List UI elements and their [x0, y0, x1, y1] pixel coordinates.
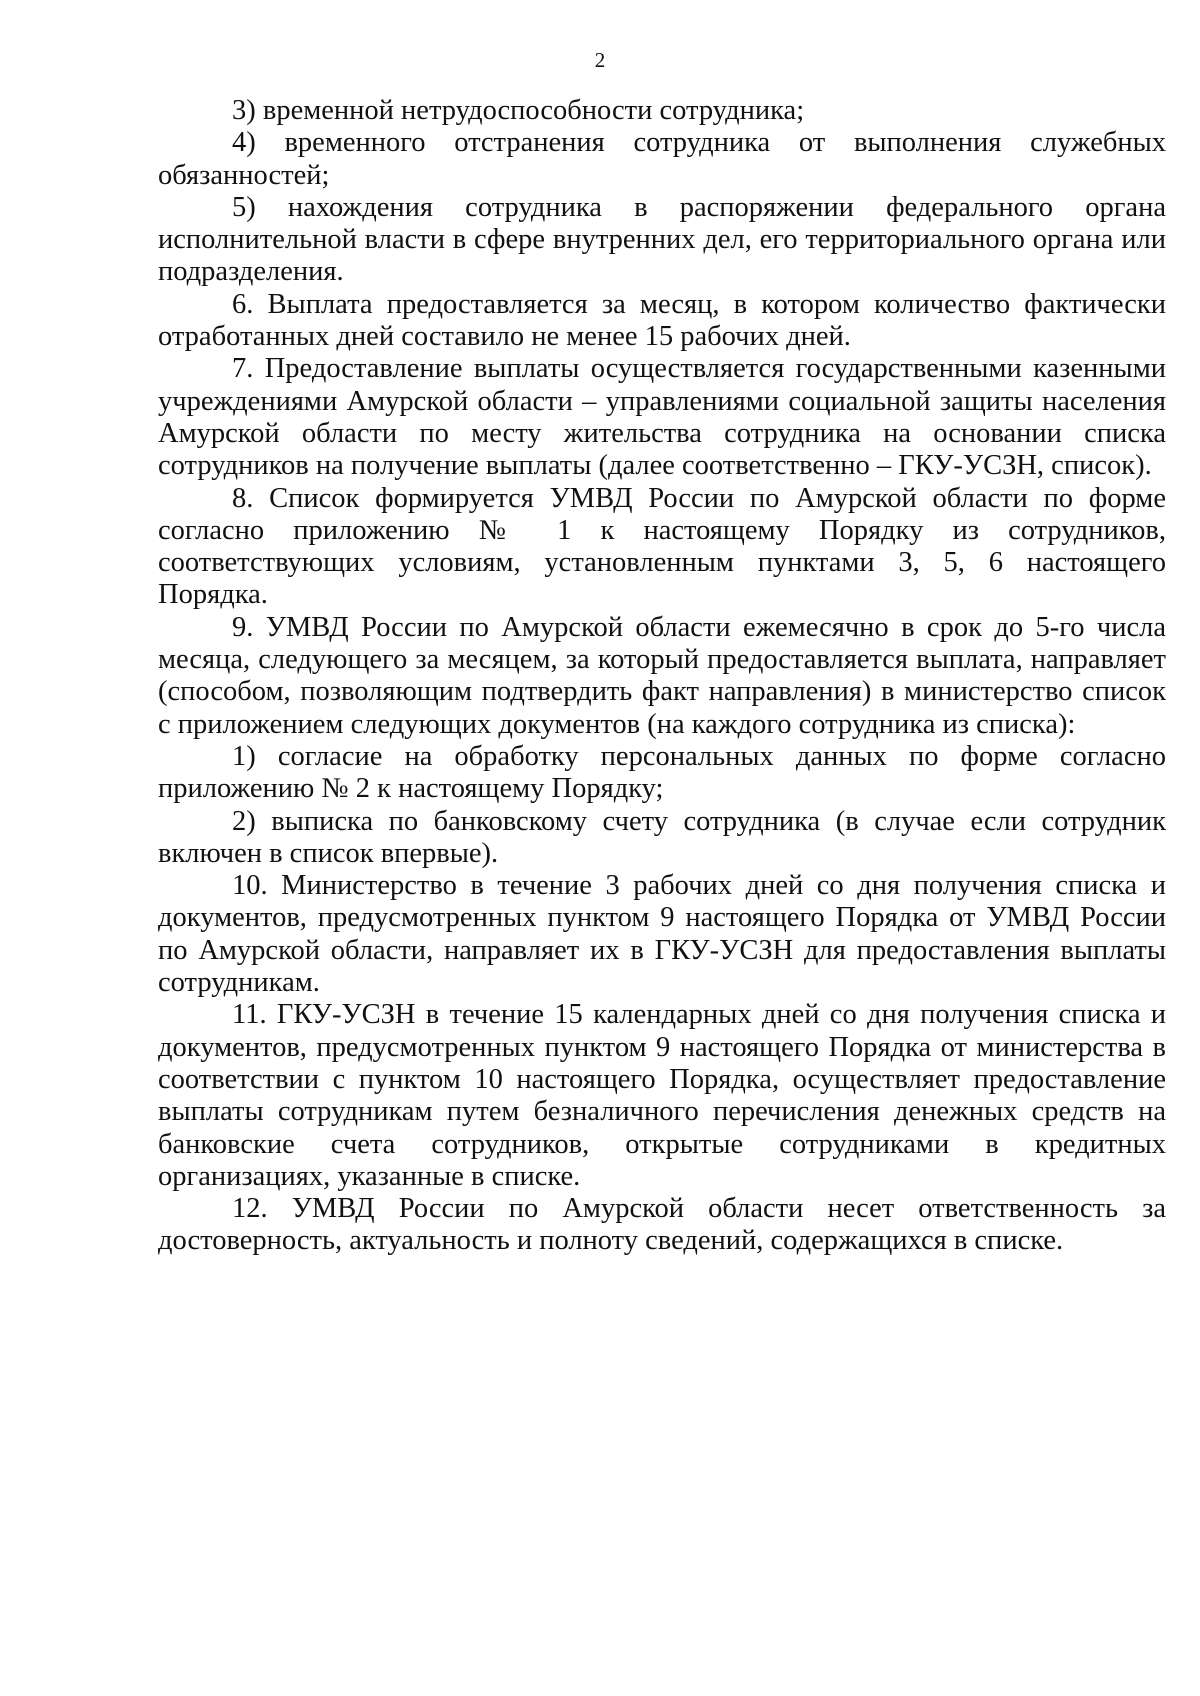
paragraph-6: 6. Выплата предоставляется за месяц, в котором количество фактически отработанных дней составило не менее 15 рабочих дней.	[158, 288, 1166, 353]
paragraph-item-4: 4) временного отстранения сотрудника от выполнения служебных обязанностей;	[158, 127, 1166, 191]
paragraph-7: 7. Предоставление выплаты осуществляется государственными казенными учреждениями Амурской области – управлениями социальной защиты населения Амурской области по месту жительства сотрудника на основании списка сотрудников на получение выплаты (далее соответственно – ГКУ-УСЗН, список).	[158, 353, 1166, 482]
paragraph-item-5: 5) нахождения сотрудника в распоряжении федерального органа исполнительной власти в сфере внутренних дел, его территориального органа или подразделения.	[158, 191, 1166, 288]
paragraph-10: 10. Министерство в течение 3 рабочих дней со дня получения списка и документов, предусмотренных пунктом 9 настоящего Порядка от УМВД России по Амурской области, направляет их в ГКУ-УСЗН для предоставления выплаты сотрудникам.	[158, 870, 1166, 999]
paragraph-9-item-1: 1) согласие на обработку персональных данных по форме согласно приложению № 2 к настоящему Порядку;	[158, 740, 1166, 805]
paragraph-11: 11. ГКУ-УСЗН в течение 15 календарных дней со дня получения списка и документов, предусмотренных пунктом 9 настоящего Порядка от министерства в соответствии с пунктом 10 настоящего Порядка, осуществляет предоставление выплаты сотрудникам путем безналичного перечисления денежных средств на банковские счета сотрудников, открытые сотрудниками в кредитных организациях, указанные в списке.	[158, 999, 1166, 1192]
page-number: 2	[594, 48, 606, 72]
paragraph-item-3: 3) временной нетрудоспособности сотрудника;	[232, 95, 805, 126]
document-body	[158, 95, 1166, 1258]
paragraph-12: 12. УМВД России по Амурской области несет ответственность за достоверность, актуальность и полноту сведений, содержащихся в списке.	[158, 1193, 1166, 1257]
paragraph-9: 9. УМВД России по Амурской области ежемесячно в срок до 5-го числа месяца, следующего за месяцем, за который предоставляется выплата, направляет (способом, позволяющим подтвердить факт направления) в министерство список с приложением следующих документов (на каждого сотрудника из списка):	[158, 611, 1166, 740]
paragraph-9-item-2: 2) выписка по банковскому счету сотрудника (в случае если сотрудник включен в список впервые).	[158, 805, 1166, 869]
paragraph-8: 8. Список формируется УМВД России по Амурской области по форме согласно приложению № 1 к настоящему Порядку из сотрудников, соответствующих условиям, установленным пунктами 3, 5, 6 настоящего Порядка.	[158, 482, 1166, 611]
